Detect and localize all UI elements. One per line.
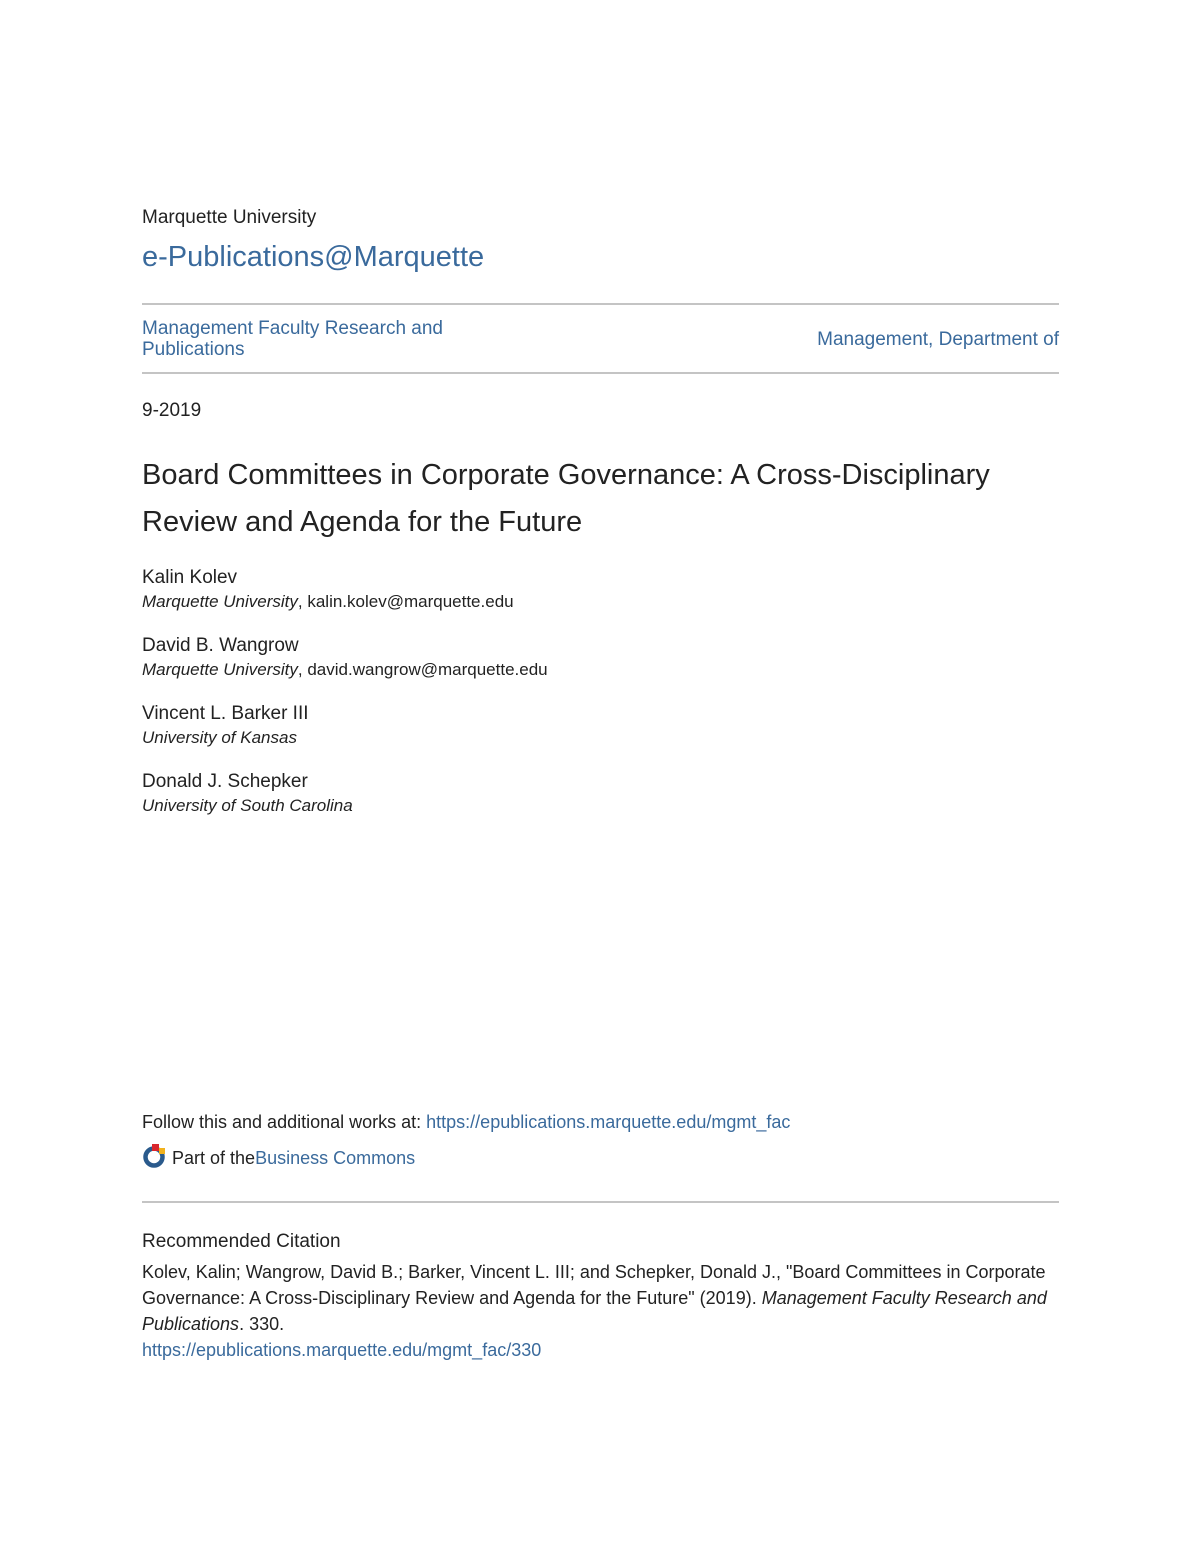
divider-top bbox=[142, 303, 1059, 305]
affiliation-separator: , bbox=[297, 592, 308, 611]
institution-name: Marquette University bbox=[142, 207, 317, 228]
author-entry bbox=[142, 566, 1059, 614]
author-affiliation-line bbox=[142, 590, 1059, 614]
author-entry bbox=[142, 702, 1059, 750]
citation-journal: Management Faculty Research and Publications bbox=[142, 1288, 1047, 1334]
collection-series-link[interactable]: Management Faculty Research and Publications bbox=[142, 318, 443, 360]
cover-page bbox=[142, 0, 1059, 1553]
part-of-text: Part of the bbox=[172, 1147, 256, 1168]
affiliation-separator: , bbox=[297, 660, 308, 679]
collection-url-link[interactable]: https://epublications.marquette.edu/mgmt_fac bbox=[426, 1112, 791, 1132]
divider-citation bbox=[142, 1201, 1059, 1203]
author-name: David B. Wangrow bbox=[142, 635, 299, 656]
author-affiliation-line bbox=[142, 794, 1059, 818]
repository-link[interactable]: e-Publications@Marquette bbox=[142, 241, 485, 273]
author-name: Donald J. Schepker bbox=[142, 771, 308, 792]
paper-title: Board Committees in Corporate Governance: A Cross-Disciplinary Review and Agenda for the Future bbox=[142, 459, 990, 538]
author-email[interactable]: david.wangrow@marquette.edu bbox=[307, 660, 548, 679]
citation-number: . 330. bbox=[239, 1314, 285, 1334]
business-commons-link[interactable]: Business Commons bbox=[255, 1147, 416, 1168]
part-of-line bbox=[142, 1145, 415, 1171]
publication-date: 9-2019 bbox=[142, 400, 202, 421]
citation-body bbox=[142, 1259, 1059, 1363]
author-name: Kalin Kolev bbox=[142, 567, 238, 588]
author-list bbox=[142, 566, 1059, 838]
author-affiliation: Marquette University bbox=[142, 592, 298, 611]
citation-url-link[interactable]: https://epublications.marquette.edu/mgmt_fac/330 bbox=[142, 1340, 542, 1360]
citation-heading: Recommended Citation bbox=[142, 1231, 341, 1252]
author-affiliation: Marquette University bbox=[142, 660, 298, 679]
divider-collection bbox=[142, 372, 1059, 374]
author-entry bbox=[142, 634, 1059, 682]
author-affiliation-line bbox=[142, 726, 1059, 750]
author-affiliation: University of South Carolina bbox=[142, 796, 353, 815]
author-name: Vincent L. Barker III bbox=[142, 703, 309, 724]
author-affiliation-line bbox=[142, 658, 1059, 682]
author-email[interactable]: kalin.kolev@marquette.edu bbox=[307, 592, 514, 611]
author-affiliation: University of Kansas bbox=[142, 728, 297, 747]
network-commons-icon bbox=[142, 1143, 168, 1169]
follow-text: Follow this and additional works at: bbox=[142, 1112, 427, 1132]
follow-line bbox=[142, 1112, 790, 1133]
citation-text: Kolev, Kalin; Wangrow, David B.; Barker, Vincent L. III; and Schepker, Donald J., "Board Committees in Corporate Governance: A Cross-Disciplinary Review and Agenda for the Future" (2019). bbox=[142, 1262, 1046, 1308]
author-entry bbox=[142, 770, 1059, 818]
department-link[interactable]: Management, Department of bbox=[817, 329, 1059, 350]
